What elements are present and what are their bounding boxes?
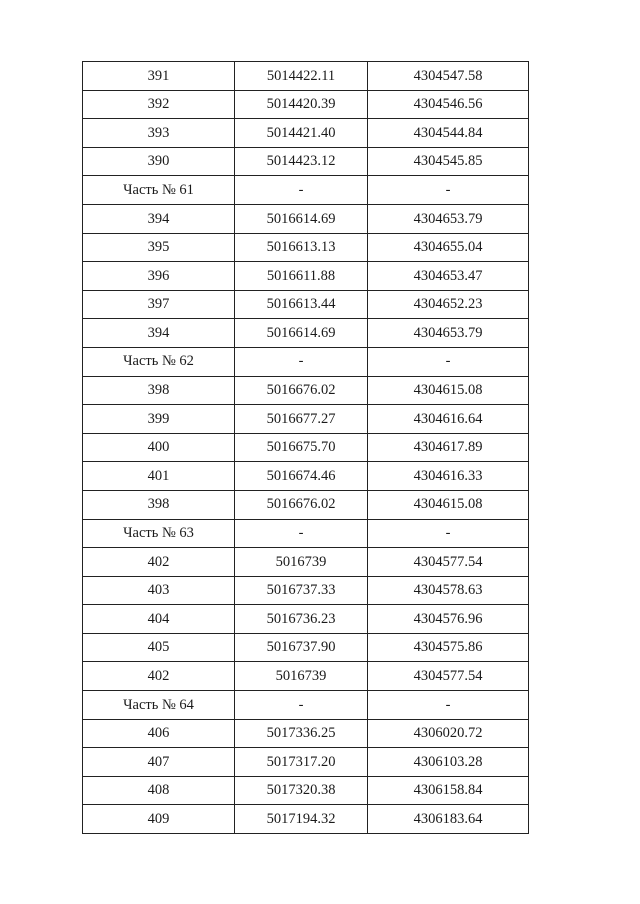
point-number-cell: 408 bbox=[83, 776, 235, 805]
point-number-cell: 403 bbox=[83, 576, 235, 605]
y-coordinate-cell: 4304655.04 bbox=[368, 233, 529, 262]
point-number-cell: 398 bbox=[83, 490, 235, 519]
x-coordinate-cell: 5016611.88 bbox=[235, 262, 368, 291]
point-number-cell: 392 bbox=[83, 90, 235, 119]
y-coordinate-cell: 4304577.54 bbox=[368, 548, 529, 577]
x-coordinate-cell: 5016614.69 bbox=[235, 319, 368, 348]
x-coordinate-cell: 5016676.02 bbox=[235, 376, 368, 405]
table-row bbox=[83, 748, 529, 777]
table-row bbox=[83, 262, 529, 291]
table-row bbox=[83, 462, 529, 491]
part-header-row bbox=[83, 347, 529, 376]
table-row bbox=[83, 633, 529, 662]
y-coordinate-cell: 4304544.84 bbox=[368, 119, 529, 148]
x-coordinate-cell: 5016677.27 bbox=[235, 405, 368, 434]
point-number-cell: 397 bbox=[83, 290, 235, 319]
y-coordinate-cell: 4306158.84 bbox=[368, 776, 529, 805]
point-number-cell: 398 bbox=[83, 376, 235, 405]
x-coordinate-cell: - bbox=[235, 347, 368, 376]
point-number-cell: 395 bbox=[83, 233, 235, 262]
y-coordinate-cell: 4304616.33 bbox=[368, 462, 529, 491]
x-coordinate-cell: 5017336.25 bbox=[235, 719, 368, 748]
point-number-cell: 402 bbox=[83, 662, 235, 691]
x-coordinate-cell: 5014420.39 bbox=[235, 90, 368, 119]
point-number-cell: 409 bbox=[83, 805, 235, 834]
x-coordinate-cell: 5016739 bbox=[235, 548, 368, 577]
table-row bbox=[83, 605, 529, 634]
table-row bbox=[83, 62, 529, 91]
table-row bbox=[83, 490, 529, 519]
y-coordinate-cell: 4304615.08 bbox=[368, 376, 529, 405]
y-coordinate-cell: 4304545.85 bbox=[368, 147, 529, 176]
table-row bbox=[83, 433, 529, 462]
x-coordinate-cell: 5014423.12 bbox=[235, 147, 368, 176]
part-header-row bbox=[83, 519, 529, 548]
point-number-cell: 400 bbox=[83, 433, 235, 462]
y-coordinate-cell: 4306183.64 bbox=[368, 805, 529, 834]
point-number-cell: 405 bbox=[83, 633, 235, 662]
table-row bbox=[83, 405, 529, 434]
y-coordinate-cell: 4304653.47 bbox=[368, 262, 529, 291]
y-coordinate-cell: 4304577.54 bbox=[368, 662, 529, 691]
y-coordinate-cell: 4304578.63 bbox=[368, 576, 529, 605]
x-coordinate-cell: 5016674.46 bbox=[235, 462, 368, 491]
x-coordinate-cell: 5016737.90 bbox=[235, 633, 368, 662]
x-coordinate-cell: 5017317.20 bbox=[235, 748, 368, 777]
x-coordinate-cell: 5016739 bbox=[235, 662, 368, 691]
table-row bbox=[83, 805, 529, 834]
y-coordinate-cell: 4304576.96 bbox=[368, 605, 529, 634]
table-row bbox=[83, 147, 529, 176]
y-coordinate-cell: 4304575.86 bbox=[368, 633, 529, 662]
point-number-cell: 399 bbox=[83, 405, 235, 434]
x-coordinate-cell: 5016737.33 bbox=[235, 576, 368, 605]
point-number-cell: 402 bbox=[83, 548, 235, 577]
part-label-cell: Часть № 62 bbox=[83, 347, 235, 376]
x-coordinate-cell: - bbox=[235, 691, 368, 720]
coordinates-table-body bbox=[83, 62, 529, 834]
y-coordinate-cell: 4304617.89 bbox=[368, 433, 529, 462]
y-coordinate-cell: 4304616.64 bbox=[368, 405, 529, 434]
table-row bbox=[83, 119, 529, 148]
part-label-cell: Часть № 61 bbox=[83, 176, 235, 205]
point-number-cell: 396 bbox=[83, 262, 235, 291]
table-row bbox=[83, 290, 529, 319]
x-coordinate-cell: - bbox=[235, 519, 368, 548]
y-coordinate-cell: 4304653.79 bbox=[368, 319, 529, 348]
x-coordinate-cell: - bbox=[235, 176, 368, 205]
y-coordinate-cell: - bbox=[368, 519, 529, 548]
x-coordinate-cell: 5014421.40 bbox=[235, 119, 368, 148]
x-coordinate-cell: 5014422.11 bbox=[235, 62, 368, 91]
table-row bbox=[83, 548, 529, 577]
point-number-cell: 390 bbox=[83, 147, 235, 176]
y-coordinate-cell: - bbox=[368, 176, 529, 205]
point-number-cell: 406 bbox=[83, 719, 235, 748]
y-coordinate-cell: 4304547.58 bbox=[368, 62, 529, 91]
x-coordinate-cell: 5016675.70 bbox=[235, 433, 368, 462]
part-label-cell: Часть № 64 bbox=[83, 691, 235, 720]
x-coordinate-cell: 5016676.02 bbox=[235, 490, 368, 519]
y-coordinate-cell: 4306020.72 bbox=[368, 719, 529, 748]
y-coordinate-cell: 4304653.79 bbox=[368, 204, 529, 233]
x-coordinate-cell: 5016613.13 bbox=[235, 233, 368, 262]
x-coordinate-cell: 5016613.44 bbox=[235, 290, 368, 319]
point-number-cell: 407 bbox=[83, 748, 235, 777]
x-coordinate-cell: 5016736.23 bbox=[235, 605, 368, 634]
table-row bbox=[83, 662, 529, 691]
table-row bbox=[83, 376, 529, 405]
x-coordinate-cell: 5017194.32 bbox=[235, 805, 368, 834]
x-coordinate-cell: 5016614.69 bbox=[235, 204, 368, 233]
y-coordinate-cell: - bbox=[368, 691, 529, 720]
coordinates-table bbox=[82, 61, 529, 834]
point-number-cell: 391 bbox=[83, 62, 235, 91]
point-number-cell: 394 bbox=[83, 319, 235, 348]
table-row bbox=[83, 319, 529, 348]
y-coordinate-cell: 4304615.08 bbox=[368, 490, 529, 519]
table-row bbox=[83, 776, 529, 805]
point-number-cell: 401 bbox=[83, 462, 235, 491]
part-header-row bbox=[83, 691, 529, 720]
point-number-cell: 404 bbox=[83, 605, 235, 634]
y-coordinate-cell: 4306103.28 bbox=[368, 748, 529, 777]
table-row bbox=[83, 204, 529, 233]
y-coordinate-cell: - bbox=[368, 347, 529, 376]
x-coordinate-cell: 5017320.38 bbox=[235, 776, 368, 805]
y-coordinate-cell: 4304546.56 bbox=[368, 90, 529, 119]
table-row bbox=[83, 90, 529, 119]
table-row bbox=[83, 576, 529, 605]
part-label-cell: Часть № 63 bbox=[83, 519, 235, 548]
part-header-row bbox=[83, 176, 529, 205]
table-row bbox=[83, 719, 529, 748]
point-number-cell: 394 bbox=[83, 204, 235, 233]
y-coordinate-cell: 4304652.23 bbox=[368, 290, 529, 319]
point-number-cell: 393 bbox=[83, 119, 235, 148]
table-row bbox=[83, 233, 529, 262]
